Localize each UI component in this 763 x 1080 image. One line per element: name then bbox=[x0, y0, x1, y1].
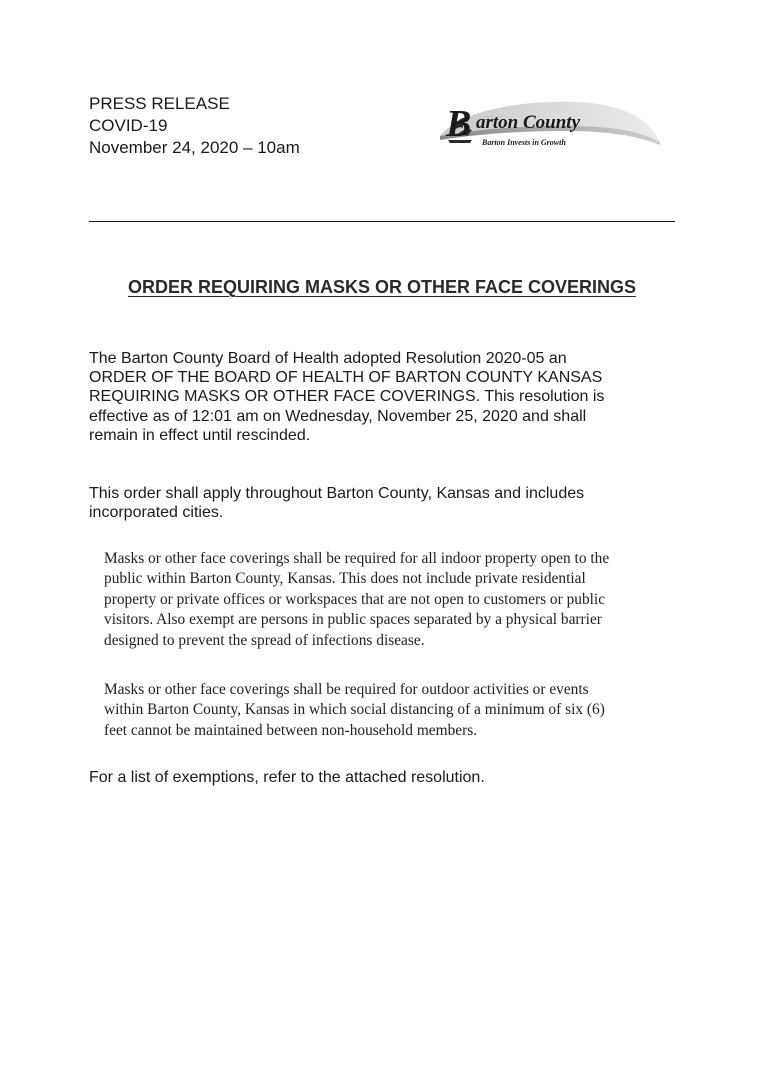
paragraph-line: Masks or other face coverings shall be required for all indoor property open to the bbox=[104, 550, 610, 567]
logo-name: arton County bbox=[476, 112, 581, 133]
paragraph-line: This order shall apply throughout Barton County, Kansas and includes bbox=[89, 485, 585, 502]
document-title: ORDER REQUIRING MASKS OR OTHER FACE COVERINGS bbox=[127, 277, 637, 297]
logo-tagline: Barton Invests in Growth bbox=[482, 138, 566, 147]
paragraph-outdoor-requirement bbox=[104, 680, 680, 741]
paragraph-line: REQUIRING MASKS OR OTHER FACE COVERINGS. This resolution is bbox=[89, 388, 605, 406]
header-subject: COVID-19 bbox=[89, 116, 168, 135]
paragraph-line: Masks or other face coverings shall be required for outdoor activities or events bbox=[104, 681, 589, 698]
paragraph-line: remain in effect until rescinded. bbox=[89, 426, 311, 444]
press-release-header bbox=[89, 93, 300, 159]
barton-county-logo bbox=[438, 96, 662, 152]
paragraph-line: visitors. Also exempt are persons in public spaces separated by a physical barrier bbox=[104, 611, 602, 629]
paragraph-line: The Barton County Board of Health adopted Resolution 2020-05 an bbox=[89, 350, 567, 367]
paragraph-scope bbox=[89, 484, 679, 522]
paragraph-line: within Barton County, Kansas in which social distancing of a minimum of six (6) bbox=[104, 701, 605, 719]
paragraph-line: For a list of exemptions, refer to the attached resolution. bbox=[89, 769, 485, 786]
paragraph-resolution bbox=[89, 349, 679, 445]
paragraph-exemptions bbox=[89, 768, 679, 787]
paragraph-line: effective as of 12:01 am on Wednesday, November 25, 2020 and shall bbox=[89, 407, 587, 425]
paragraph-line: property or private offices or workspaces that are not open to customers or public bbox=[104, 590, 606, 608]
paragraph-indoor-requirement bbox=[104, 549, 680, 651]
header-date: November 24, 2020 – 10am bbox=[89, 138, 300, 157]
paragraph-line: ORDER OF THE BOARD OF HEALTH OF BARTON COUNTY KANSAS bbox=[89, 369, 603, 387]
paragraph-line: public within Barton County, Kansas. This does not include private residential bbox=[104, 570, 586, 588]
paragraph-line: incorporated cities. bbox=[89, 504, 224, 522]
logo-initial: B bbox=[446, 103, 472, 145]
header-label: PRESS RELEASE bbox=[89, 94, 230, 113]
paragraph-line: feet cannot be maintained between non-household members. bbox=[104, 721, 478, 739]
paragraph-line: designed to prevent the spread of infections disease. bbox=[104, 631, 425, 649]
header-divider bbox=[89, 221, 675, 222]
